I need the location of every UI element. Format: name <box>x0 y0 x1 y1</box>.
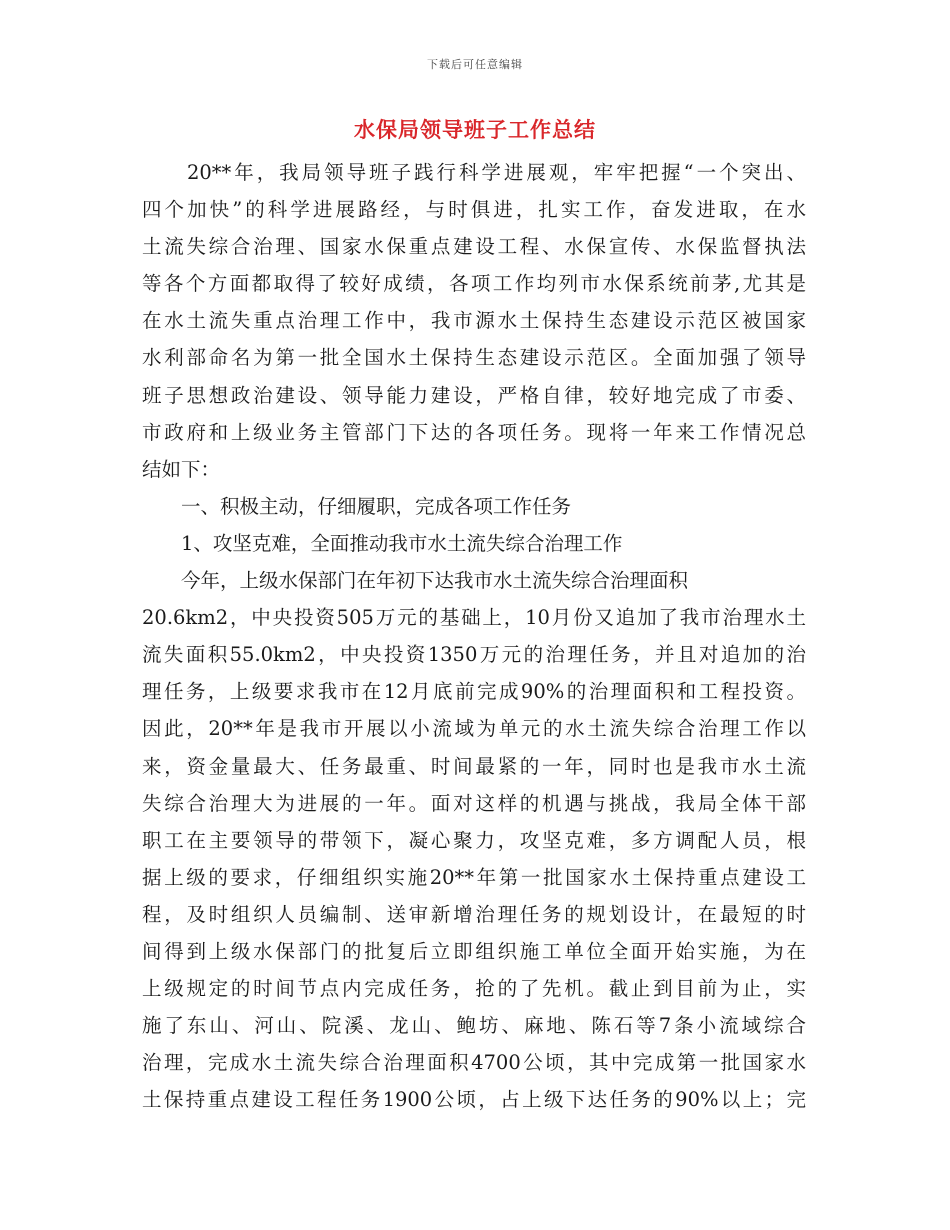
text-line: 据上级的要求，仔细组织实施20**年第一批国家水土保持重点建设工 <box>142 865 806 889</box>
text-line: 20.6km2，中央投资505万元的基础上，10月份又追加了我市治理水土 <box>142 606 806 630</box>
text-line: 治理，完成水土流失综合治理面积4700公顷，其中完成第一批国家水 <box>142 1051 806 1075</box>
text-line: 间得到上级水保部门的批复后立即组织施工单位全面开始实施，为在 <box>142 939 806 963</box>
document-body <box>142 154 806 1118</box>
text-line: 因此，20**年是我市开展以小流域为单元的水土流失综合治理工作以 <box>142 717 806 741</box>
text-line: 上级规定的时间节点内完成任务，抢的了先机。截止到目前为止，实 <box>142 977 806 1001</box>
text-line: 流失面积55.0km2，中央投资1350万元的治理任务，并且对追加的治 <box>142 643 806 667</box>
text-line: 四个加快”的科学进展路经，与时俱进，扎实工作，奋发进取，在水 <box>142 198 806 222</box>
text-line: 在水土流失重点治理工作中，我市源水土保持生态建设示范区被国家 <box>142 309 806 333</box>
subsection-heading: 1、攻坚克难，全面推动我市水土流失综合治理工作 <box>142 531 623 555</box>
text-line: 土保持重点建设工程任务1900公顷，占上级下达任务的90%以上；完 <box>142 1088 806 1112</box>
text-line: 失综合治理大为进展的一年。面对这样的机遇与挑战，我局全体干部 <box>142 791 806 815</box>
text-line: 班子思想政治建设、领导能力建设，严格自律，较好地完成了市委、 <box>142 383 806 407</box>
document-title: 水保局领导班子工作总结 <box>354 118 596 142</box>
text-line: 20**年，我局领导班子践行科学进展观，牢牢把握“一个突出、 <box>142 161 806 184</box>
header-note: 下载后可任意编辑 <box>427 58 523 71</box>
text-line: 理任务，上级要求我市在12月底前完成90%的治理面积和工程投资。 <box>142 680 806 704</box>
text-line: 职工在主要领导的带领下，凝心聚力，攻坚克难，多方调配人员，根 <box>142 828 806 852</box>
text-line: 市政府和上级业务主管部门下达的各项任务。现将一年来工作情况总 <box>142 420 806 444</box>
text-line: 结如下： <box>142 457 221 481</box>
text-line: 水利部命名为第一批全国水土保持生态建设示范区。全面加强了领导 <box>142 346 806 370</box>
text-line: 等各个方面都取得了较好成绩，各项工作均列市水保系统前茅,尤其是 <box>142 272 806 296</box>
text-line: 施了东山、河山、院溪、龙山、鲍坊、麻地、陈石等7条小流域综合 <box>142 1014 806 1038</box>
text-line: 来，资金量最大、任务最重、时间最紧的一年，同时也是我市水土流 <box>142 754 806 778</box>
text-line: 程，及时组织人员编制、送审新增治理任务的规划设计，在最短的时 <box>142 902 806 926</box>
section-heading: 一、积极主动，仔细履职，完成各项工作任务 <box>142 494 572 518</box>
text-line: 今年，上级水保部门在年初下达我市水土流失综合治理面积 <box>142 569 689 593</box>
text-line: 土流失综合治理、国家水保重点建设工程、水保宣传、水保监督执法 <box>142 235 806 259</box>
